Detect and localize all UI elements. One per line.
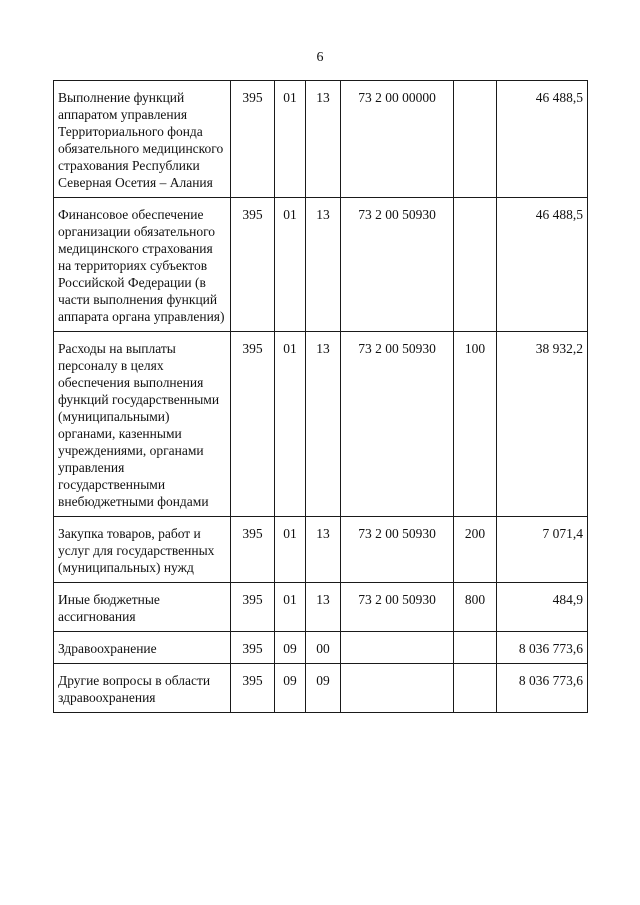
cell-csr: 73 2 00 50930 [341, 517, 454, 583]
cell-rz: 01 [275, 517, 306, 583]
cell-csr: 73 2 00 50930 [341, 332, 454, 517]
cell-pr: 13 [306, 583, 341, 632]
cell-sum: 7 071,4 [497, 517, 588, 583]
cell-gr: 395 [231, 664, 275, 713]
cell-name: Другие вопросы в области здравоохранения [54, 664, 231, 713]
cell-pr: 13 [306, 332, 341, 517]
cell-name: Иные бюджетные ассигнования [54, 583, 231, 632]
cell-vr: 200 [454, 517, 497, 583]
cell-pr: 13 [306, 517, 341, 583]
cell-rz: 01 [275, 332, 306, 517]
cell-rz: 01 [275, 583, 306, 632]
cell-name: Выполнение функций аппаратом управления Территориального фонда обязательного медицинского страхования Республики Северная Осетия – Алания [54, 81, 231, 198]
cell-sum: 46 488,5 [497, 81, 588, 198]
cell-csr [341, 664, 454, 713]
table-row [54, 583, 588, 632]
cell-vr [454, 632, 497, 664]
cell-name: Финансовое обеспечение организации обязательного медицинского страхования на территориях субъектов Российской Федерации (в части выполнения функций аппарата органа управления) [54, 198, 231, 332]
cell-gr: 395 [231, 198, 275, 332]
table-row [54, 198, 588, 332]
cell-sum: 8 036 773,6 [497, 632, 588, 664]
cell-gr: 395 [231, 632, 275, 664]
cell-pr: 13 [306, 81, 341, 198]
cell-sum: 8 036 773,6 [497, 664, 588, 713]
cell-name: Закупка товаров, работ и услуг для государственных (муниципальных) нужд [54, 517, 231, 583]
table-row [54, 517, 588, 583]
cell-gr: 395 [231, 517, 275, 583]
cell-pr: 13 [306, 198, 341, 332]
cell-rz: 09 [275, 664, 306, 713]
cell-csr: 73 2 00 00000 [341, 81, 454, 198]
cell-pr: 09 [306, 664, 341, 713]
cell-gr: 395 [231, 332, 275, 517]
cell-vr: 800 [454, 583, 497, 632]
cell-rz: 01 [275, 81, 306, 198]
budget-table [53, 80, 588, 713]
cell-name: Здравоохранение [54, 632, 231, 664]
cell-pr: 00 [306, 632, 341, 664]
cell-vr [454, 664, 497, 713]
cell-vr: 100 [454, 332, 497, 517]
cell-vr [454, 81, 497, 198]
cell-csr [341, 632, 454, 664]
table-row [54, 332, 588, 517]
cell-sum: 484,9 [497, 583, 588, 632]
cell-vr [454, 198, 497, 332]
table-row [54, 632, 588, 664]
cell-gr: 395 [231, 81, 275, 198]
table-row [54, 81, 588, 198]
page-number: 6 [316, 50, 324, 65]
cell-csr: 73 2 00 50930 [341, 583, 454, 632]
table-row [54, 664, 588, 713]
cell-gr: 395 [231, 583, 275, 632]
cell-rz: 09 [275, 632, 306, 664]
cell-sum: 46 488,5 [497, 198, 588, 332]
cell-name: Расходы на выплаты персоналу в целях обеспечения выполнения функций государственными (муниципальными) органами, казенными учреждениями, органами управления государственными внебюджетными фондами [54, 332, 231, 517]
cell-sum: 38 932,2 [497, 332, 588, 517]
cell-rz: 01 [275, 198, 306, 332]
cell-csr: 73 2 00 50930 [341, 198, 454, 332]
